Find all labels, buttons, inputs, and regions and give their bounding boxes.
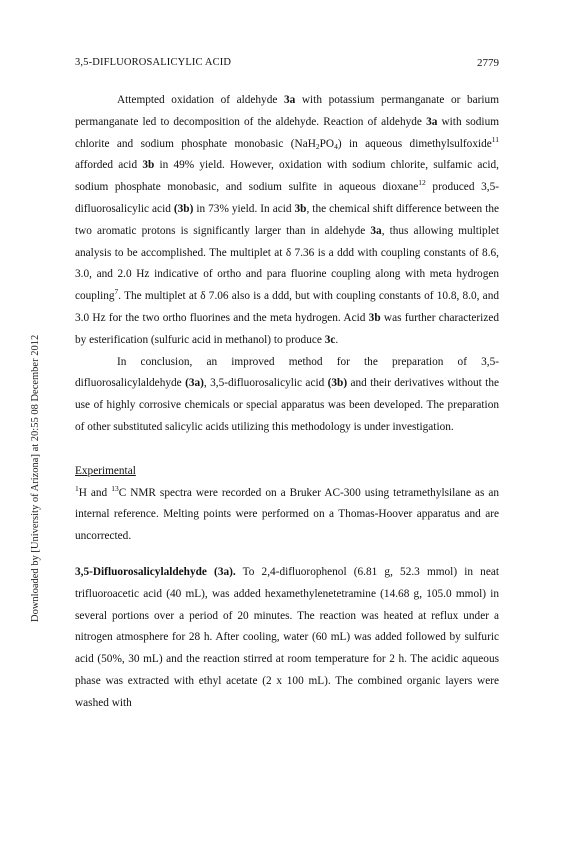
compound-label: (3b): [327, 377, 348, 390]
paragraph-oxidation: Attempted oxidation of aldehyde 3a with potassium permanganate or barium permanganate led to decomposition of the aldehyde. Reaction of aldehyde 3a with sodium chlorite and sodium phosphate monobasic $(NaH_2PO_4)$ in aqueous dimethylsulfoxide$^{11}$ afforded acid 3b in 49% yield. However, oxidation with sodium chlorite, sulfamic acid, sodium phosphate monobasic, and sodium sulfite in aqueous dioxane$^{12}$ produced 3,5-difluorosalicylic acid (3b) in 73% yield. In acid 3b, the chemical shift difference between the two aromatic protons is significantly larger than in aldehyde 3a, thus allowing multiplet analysis to be accomplished. The multiplet at δ 7.36 is a ddd with coupling constants of 8.6, 3.0, and 2.0 Hz indicative of ortho and para fluorine coupling along with meta hydrogen coupling$^7$. The multiplet at δ 7.06 also is a ddd, but with coupling constants of 10.8, 8.0, and 3.0 Hz for the two ortho fluorines and the meta hydrogen. Acid 3b was further characterized by esterification (sulfuric acid in methanol) to produce 3c.: [75, 94, 500, 346]
procedure-title: 3,5-Difluorosalicylaldehyde (3a).: [75, 565, 236, 578]
section-heading-experimental: Experimental: [75, 464, 136, 477]
compound-label: 3c: [324, 333, 336, 346]
reference-marker: 12: [418, 178, 426, 188]
reference-marker: 11: [491, 134, 500, 144]
compound-label: 3b: [142, 159, 155, 172]
running-head: [75, 57, 499, 73]
compound-label: 3b: [294, 202, 307, 215]
page-number: 2779: [477, 57, 499, 69]
compound-label: 3b: [368, 311, 381, 324]
reference-marker: 7: [114, 287, 119, 297]
compound-label: 3a: [426, 115, 438, 128]
running-head-title: 3,5-DIFLUOROSALICYLIC ACID: [75, 57, 232, 68]
compound-label: 3a: [283, 94, 296, 106]
compound-label: (3a): [185, 377, 204, 390]
download-watermark: Downloaded by [University of Arizona] at 20:55 08 December 2012: [30, 334, 41, 622]
paragraph-conclusion: In conclusion, an improved method for the preparation of 3,5-difluorosalicylaldehyde (3a), 3,5-difluorosalicylic acid (3b) and their derivatives without the use of highly corrosive chemicals or special apparatus was been developed. The preparation of other substituted salicylic acids utilizing this methodology is under investigation.: [75, 355, 499, 433]
compound-label: 3a: [370, 224, 382, 237]
paragraph-procedure: 3,5-Difluorosalicylaldehyde (3a). To 2,4-difluorophenol (6.81 g, 52.3 mmol) in neat trifluoroacetic acid (40 mL), was added hexamethylenetetramine (14.68 g, 105.0 mmol) in several portions over a period of 20 minutes. The reaction was heated at reflux under a nitrogen atmosphere for 28 h. After cooling, water (60 mL) was added followed by sulfuric acid (50%, 30 mL) and the reaction stirred at room temperature for 2 h. The acidic aqueous phase was extracted with ethyl acetate (2 x 100 mL). The combined organic layers were washed with: [75, 565, 499, 709]
compound-label: (3b): [173, 202, 194, 215]
paragraph-instrumentation: $^1$H and $^{13}$C NMR spectra were recorded on a Bruker AC-300 using tetramethylsilane as an internal reference. Melting points were performed on a Thomas-Hoover apparatus and are uncorrected.: [75, 483, 499, 543]
article-body: [75, 90, 499, 715]
